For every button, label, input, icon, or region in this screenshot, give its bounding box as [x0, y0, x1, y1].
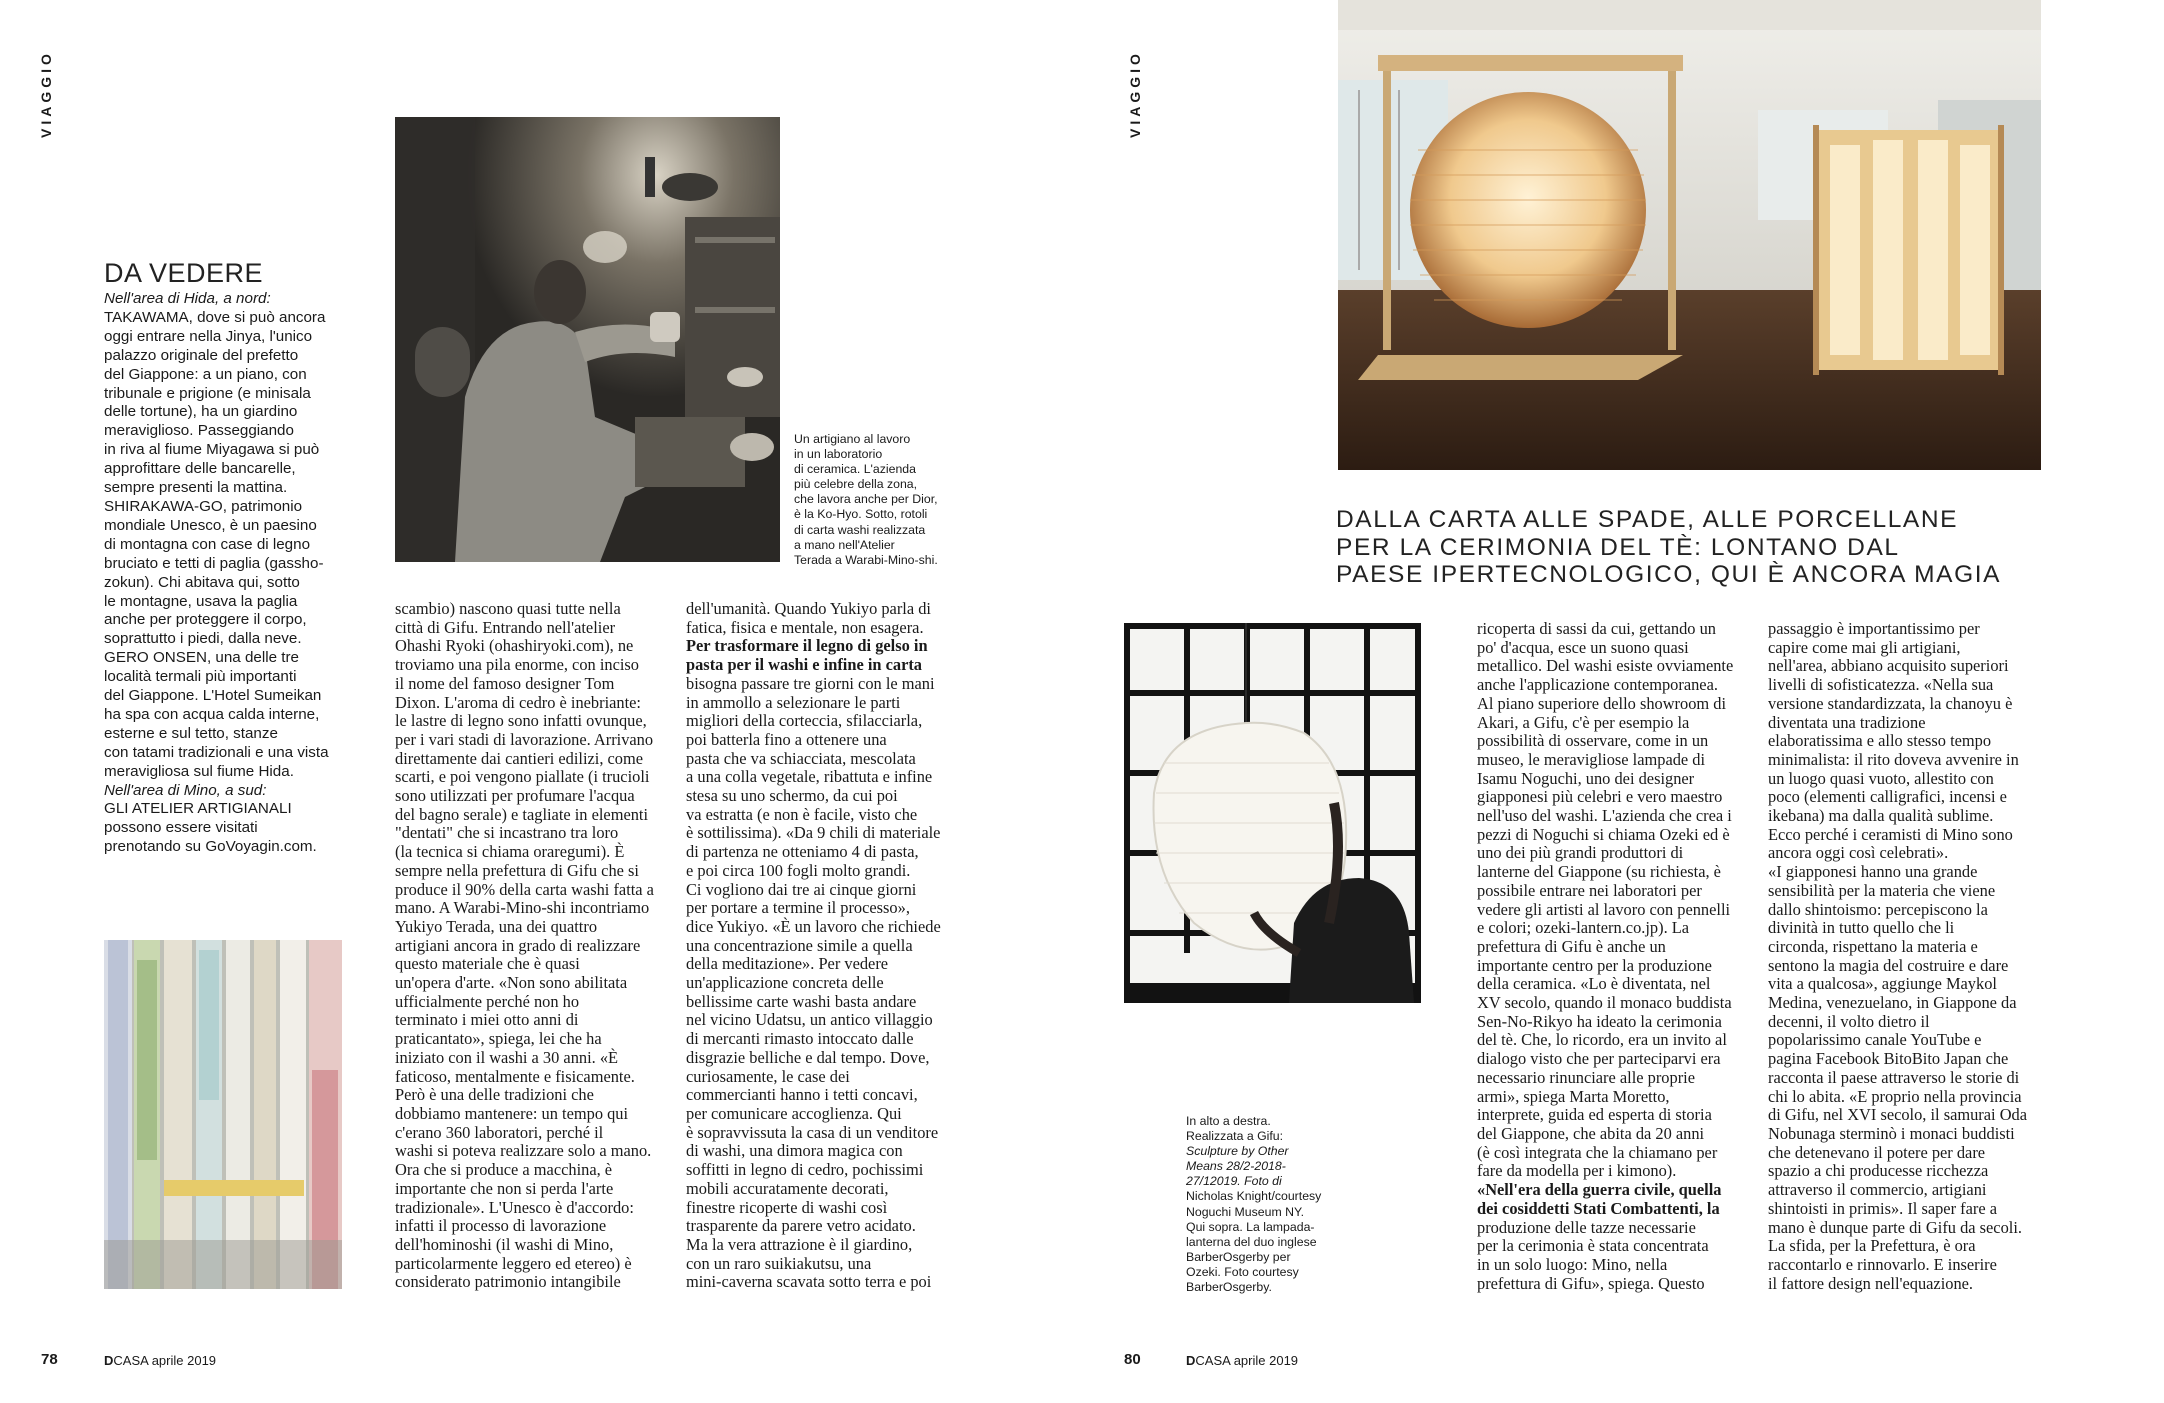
body-line: dei cosiddetti Stati Combattenti, la [1477, 1198, 1720, 1218]
sidebar-line: le montagne, usava la paglia [104, 592, 298, 610]
body-line: curiosamente, le case dei [686, 1066, 850, 1086]
body-line: attraverso il commercio, artigiani [1768, 1180, 1987, 1200]
body-line: Yukiyo Terada, una dei quattro [395, 916, 598, 936]
sidebar-line: meravigliosa sul fiume Hida. [104, 762, 294, 780]
body-line: chi lo abita. «E proprio nella provincia [1768, 1086, 2022, 1106]
sidebar-line: del Giappone. L'Hotel Sumeikan [104, 687, 322, 705]
sidebar-line: con tatami tradizionali e una vista [104, 743, 329, 761]
sidebar-line: del Giappone: a un piano, con [104, 365, 307, 383]
sidebar-line: zokun). Chi abitava qui, sotto [104, 573, 300, 591]
section-label-right: VIAGGIO [1127, 50, 1143, 138]
sidebar-line: Nell'area di Mino, a sud: [104, 781, 267, 799]
body-line: di mercanti rimasto intoccato dalle [686, 1029, 914, 1049]
caption-line: è la Ko-Hyo. Sotto, rotoli [794, 507, 928, 522]
body-line: po' d'acqua, esce un suono quasi [1477, 637, 1689, 657]
body-line: pasta per il washi e infine in carta [686, 655, 922, 675]
body-line: pasta che va schiacciata, mescolata [686, 748, 916, 768]
caption-line: Nicholas Knight/courtesy [1186, 1189, 1322, 1204]
body-line: il nome del famoso designer Tom [395, 673, 615, 693]
body-line: livelli di sofisticatezza. «Nella sua [1768, 675, 1994, 695]
body-line: considerato patrimonio intangibile [395, 1272, 621, 1292]
body-line: giapponesi più celebri e vero maestro [1477, 787, 1723, 807]
sidebar-line: GLI ATELIER ARTIGIANALI [104, 800, 292, 818]
sidebar-line: prenotando su GoVoyagin.com. [104, 838, 317, 856]
magazine-brand-name: CASA [1195, 1353, 1231, 1368]
page-number-right: 80 [1124, 1351, 1141, 1368]
body-line: washi si poteva realizzare solo a mano. [395, 1141, 652, 1161]
sidebar-line: possono essere visitati [104, 819, 258, 837]
body-line: nell'uso del washi. L'azienda che crea i [1477, 806, 1732, 826]
caption-line: Realizzata a Gifu: [1186, 1129, 1284, 1144]
photo-caption-right [1186, 1114, 1366, 1295]
body-line: di washi, una dimora magica con [686, 1141, 903, 1161]
caption-line: di carta washi realizzata [794, 522, 926, 537]
sidebar-line: Nell'area di Hida, a nord: [104, 290, 271, 307]
sidebar-line: meraviglioso. Passeggiando [104, 422, 294, 440]
body-line: dell'umanità. Quando Yukiyo parla di [686, 599, 931, 618]
sidebar-line: anche per proteggere il corpo, [104, 611, 307, 629]
sidebar-line: oggi entrare nella Jinya, l'unico [104, 327, 313, 345]
caption-line: a mano nell'Atelier [794, 537, 895, 552]
body-line: dell'hominoshi (il washi di Mino, [395, 1234, 614, 1254]
body-line: elaboratissima e allo stesso tempo [1768, 731, 1992, 751]
body-line: mano è dunque parte di Gifu da secoli. [1768, 1217, 2022, 1237]
body-line: iniziato con il washi a 30 anni. «È [395, 1047, 619, 1067]
body-line: Sen-No-Rikyo ha ideato la cerimonia [1477, 1011, 1722, 1031]
sidebar-line: TAKAWAMA, dove si può ancora [104, 308, 326, 326]
sidebar-line: mondiale Unesco, è un paesino [104, 516, 317, 534]
sidebar-line: di montagna con case di legno [104, 535, 311, 553]
washi-rolls-photo [104, 940, 342, 1289]
body-line: importante centro per la produzione [1477, 955, 1712, 975]
body-line: "dentati" che si incastrano tra loro [395, 823, 619, 843]
body-line: dice Yukiyo. «È un lavoro che richiede [686, 916, 941, 936]
body-line: mini-caverna scavata sotto terra e poi [686, 1272, 932, 1292]
body-line: prefettura di Gifu è anche un [1477, 936, 1666, 956]
body-line: museo, le meravigliose lampade di [1477, 749, 1706, 769]
artisan-photo [395, 117, 780, 562]
body-line: del bagno serale) e tagliate in elementi [395, 804, 649, 824]
body-line: tradizionale». L'Unesco è d'accordo: [395, 1197, 634, 1217]
body-line: di Gifu, nel XVI secolo, il samurai Oda [1768, 1105, 2028, 1125]
body-line: un'applicazione concreta delle [686, 973, 884, 993]
body-line: fatica, fisica e mentale, non esagera. [686, 617, 924, 637]
caption-line: In alto a destra. [1186, 1114, 1271, 1128]
body-line: per comunicare accoglienza. Qui [686, 1103, 902, 1123]
body-line: faticoso, mentalmente e fisicamente. [395, 1066, 635, 1086]
body-line: bisogna passare tre giorni con le mani [686, 673, 935, 693]
body-line: nel vicino Udatsu, un antico villaggio [686, 1010, 933, 1030]
body-line: necessario rinunciare alle proprie [1477, 1067, 1695, 1087]
body-line: disgrazie belliche e dal tempo. Dove, [686, 1047, 930, 1067]
body-line: Akari, a Gifu, c'è per esempio la [1477, 712, 1690, 732]
sidebar-line: ha spa con acqua calda interne, [104, 705, 320, 723]
body-line: un luogo quasi vuoto, allestito con [1768, 768, 1994, 788]
body-line: shintoisti in primis». Il saper fare a [1768, 1198, 1997, 1218]
body-line: diventata una tradizione [1768, 712, 1926, 732]
body-line: versione standardizzata, la chanoyu è [1768, 693, 2013, 713]
body-line: importante che non si perda l'arte [395, 1178, 614, 1198]
body-line: artigiani ancora in grado di realizzare [395, 935, 641, 955]
body-line: a una colla vegetale, ribattuta e infine [686, 767, 933, 787]
body-column-1 [395, 600, 670, 1292]
body-line: del tè. Che, lo ricordo, era un invito al [1477, 1030, 1727, 1050]
body-line: produzione delle tazze necessarie [1477, 1217, 1696, 1237]
body-line: con un raro suikiakutsu, una [686, 1253, 872, 1273]
body-line: poi batterla fino a ottenere una [686, 729, 887, 749]
sidebar-line: SHIRAKAWA-GO, patrimonio [104, 497, 303, 515]
body-line: dallo shintoismo: percepiscono la [1768, 899, 1988, 919]
magazine-footer [104, 1353, 216, 1368]
body-line: questo materiale che è quasi [395, 954, 580, 974]
body-line: della meditazione». Per vedere [686, 954, 889, 974]
body-line: Ohashi Ryoki (ohashiryoki.com), ne [395, 636, 634, 656]
body-line: particolarmente leggero ed etereo) è [395, 1253, 632, 1273]
body-line: stesa su uno schermo, da cui poi [686, 786, 898, 806]
body-line: «I giapponesi hanno una grande [1768, 862, 1978, 882]
sidebar-line: GERO ONSEN, una delle tre [104, 649, 299, 667]
body-line: nell'area, abbiano acquisito superiori [1768, 656, 2009, 676]
body-line: spazio a chi producesse ricchezza [1768, 1161, 1989, 1181]
body-line: praticantato», spiega, lei che ha [395, 1029, 602, 1049]
body-line: raccontarlo e rinnovarlo. E inserire [1768, 1254, 1997, 1274]
body-line: Ecco perché i ceramisti di Mino sono [1768, 824, 2013, 844]
body-line: ancora oggi così celebrati». [1768, 843, 1949, 863]
body-line: racconta il paese attraverso le storie di [1768, 1067, 2020, 1087]
headline [1336, 506, 2036, 589]
sidebar-line: esterne e sul tetto, stanze [104, 724, 278, 742]
caption-line: lanterna del duo inglese [1186, 1234, 1317, 1249]
body-line: possibilità di osservare, come in un [1477, 731, 1709, 751]
body-line: capire come mai gli artigiani, [1768, 637, 1961, 657]
caption-line: 27/12019. Foto di [1186, 1174, 1282, 1189]
caption-line: BarberOsgerby per [1186, 1249, 1291, 1264]
sidebar-line: soprattutto i piedi, dalla neve. [104, 630, 302, 648]
body-line: fare da modella per i kimono). [1477, 1161, 1677, 1181]
white-lantern-photo [1124, 623, 1421, 1003]
body-line: sono utilizzati per profumare l'acqua [395, 786, 635, 806]
body-line: in ammollo a selezionare le parti [686, 692, 901, 712]
body-line: pezzi di Noguchi si chiama Ozeki ed è [1477, 824, 1730, 844]
magazine-brand-letter: D [1186, 1353, 1196, 1368]
body-line: c'erano 360 laboratori, perché il [395, 1122, 604, 1142]
body-line: lanterne del Giappone (su richiesta, è [1477, 862, 1721, 882]
caption-line: in un laboratorio [794, 447, 883, 462]
body-line: e poi circa 100 fogli molto grandi. [686, 860, 911, 880]
body-line: va estratta (e non è facile, visto che [686, 804, 918, 824]
caption-line: più celebre della zona, [794, 477, 918, 492]
body-line: (la tecnica si chiama oraregumi). È [395, 842, 625, 862]
body-line: e colori; ozeki-lantern.co.jp). La [1477, 918, 1690, 938]
sidebar-line: località termali più importanti [104, 668, 297, 686]
caption-line: Noguchi Museum NY. [1186, 1204, 1305, 1219]
body-line: sensibilità per la materia che viene [1768, 880, 1996, 900]
body-line: vedere gli artisti al lavoro con pennelli [1477, 899, 1731, 919]
sidebar-heading: DA VEDERE [104, 258, 264, 288]
body-line: bellissime carte washi basta andare [686, 991, 917, 1011]
body-line: un'opera d'arte. «Non sono abilitata [395, 973, 628, 993]
caption-line: Qui sopra. La lampada- [1186, 1219, 1315, 1234]
body-line: soffitti in legno di cedro, pochissimi [686, 1160, 924, 1180]
body-line: uno dei più grandi produttori di [1477, 843, 1684, 863]
body-line: Ora che si produce a macchina, è [395, 1160, 613, 1180]
body-line: scambio) nascono quasi tutte nella [395, 599, 621, 618]
sidebar-line: palazzo originale del prefetto [104, 346, 299, 364]
body-line: direttamente dai cantieri edilizi, come [395, 748, 644, 768]
body-line: ricoperta di sassi da cui, gettando un [1477, 619, 1716, 638]
body-line: sempre nella prefettura di Gifu che si [395, 860, 639, 880]
caption-line: di ceramica. L'azienda [794, 462, 916, 477]
body-line: sentono la magia del costruire e dare [1768, 955, 2009, 975]
body-line: anche l'applicazione contemporanea. [1477, 675, 1718, 695]
body-line: scarti, e poi vengono piallate (i trucioli [395, 767, 650, 787]
magazine-brand-name: CASA [113, 1353, 149, 1368]
body-line: decenni, il volto dietro il [1768, 1011, 1930, 1031]
body-line: in un solo luogo: Mino, nella [1477, 1254, 1668, 1274]
lantern-sculpture-photo [1338, 0, 2041, 470]
body-line: per la cerimonia è stata concentrata [1477, 1236, 1709, 1256]
body-line: Medina, venezuelano, in Giappone da [1768, 993, 2017, 1013]
body-line: Al piano superiore dello showroom di [1477, 693, 1727, 713]
body-line: possibile entrare nei laboratori per [1477, 880, 1702, 900]
headline-line: DALLA CARTA ALLE SPADE, ALLE PORCELLANE [1336, 506, 1959, 533]
body-line: della ceramica. «Lo è diventata, nel [1477, 974, 1711, 994]
sidebar-line: sempre presenti la mattina. [104, 479, 288, 497]
body-line: città di Gifu. Entrando nell'atelier [395, 617, 616, 637]
body-line: commercianti hanno i tetti concavi, [686, 1085, 918, 1105]
body-column-2 [686, 600, 966, 1292]
sidebar-line: tribunale e prigione (e minisala [104, 384, 311, 402]
body-line: dialogo visto che per parteciparvi era [1477, 1049, 1721, 1069]
body-line: migliori della corteccia, sfilacciarla, [686, 711, 923, 731]
body-line: metallico. Del washi esiste ovviamente [1477, 656, 1734, 676]
body-line: Isamu Noguchi, uno dei designer [1477, 768, 1695, 788]
caption-line: Un artigiano al lavoro [794, 432, 911, 446]
body-line: interprete, guida ed esperta di storia [1477, 1105, 1712, 1125]
body-line: divinità in tutto quello che li [1768, 918, 1955, 938]
sidebar-line: approfittare delle bancarelle, [104, 460, 296, 478]
caption-line: Terada a Warabi-Mino-shi. [794, 552, 938, 567]
body-line: ikebana) ma dalla qualità sublime. [1768, 806, 1994, 826]
body-line: dobbiamo mantenere: un tempo qui [395, 1103, 629, 1123]
body-line: è sottilissima). «Da 9 chili di materiale [686, 823, 941, 843]
body-line: Ci vogliono dai tre ai cinque giorni [686, 879, 917, 899]
body-line: popolarissimo canale YouTube e [1768, 1030, 1982, 1050]
body-line: trasparente da parere vetro acidato. [686, 1216, 916, 1236]
body-line: il fattore design nell'equazione. [1768, 1273, 1974, 1293]
caption-line: che lavora anche per Dior, [794, 492, 938, 507]
page-number: 78 [41, 1351, 58, 1368]
body-line: Per trasformare il legno di gelso in [686, 636, 928, 656]
body-line: una concentrazione simile a quella [686, 935, 913, 955]
body-line: armi», spiega Marta Moretto, [1477, 1086, 1670, 1106]
body-column-3 [1477, 620, 1757, 1293]
body-line: mobili accuratamente decorati, [686, 1178, 889, 1198]
body-line: le lastre di legno sono infatti ovunque, [395, 711, 647, 731]
section-label: VIAGGIO [38, 50, 54, 138]
body-line: XV secolo, quando il monaco buddista [1477, 993, 1732, 1013]
body-line: è sopravvissuta la casa di un venditore [686, 1122, 939, 1142]
magazine-brand-letter: D [104, 1353, 114, 1368]
sidebar-line: delle tortune), ha un giardino [104, 403, 298, 421]
caption-line: Sculpture by Other [1186, 1144, 1289, 1159]
body-line: di partenza ne otteniamo 4 di pasta, [686, 842, 919, 862]
sidebar-text [104, 290, 344, 857]
magazine-issue: aprile 2019 [1233, 1353, 1299, 1368]
body-column-4 [1768, 620, 2048, 1293]
caption-line: BarberOsgerby. [1186, 1280, 1272, 1295]
body-line: finestre ricoperte di washi così [686, 1197, 888, 1217]
body-line: poco (elementi calligrafici, incensi e [1768, 787, 2007, 807]
body-line: La sfida, per la Prefettura, è ora [1768, 1236, 1976, 1256]
body-line: che detenevano il potere per dare [1768, 1142, 1986, 1162]
body-line: Nobunaga sterminò i monaci buddisti [1768, 1123, 2015, 1143]
body-line: mano. A Warabi-Mino-shi incontriamo [395, 898, 650, 918]
body-line: (è così integrata che la chiamano per [1477, 1142, 1718, 1162]
magazine-issue: aprile 2019 [151, 1353, 217, 1368]
magazine-footer-right [1186, 1353, 1298, 1368]
body-line: minimalista: il rito doveva avvenire in [1768, 749, 2019, 769]
caption-line: Ozeki. Foto courtesy [1186, 1264, 1299, 1279]
body-line: per i vari stadi di lavorazione. Arrivano [395, 729, 654, 749]
body-line: del Giappone, che abita da 20 anni [1477, 1123, 1705, 1143]
body-line: Ma la vera attrazione è il giardino, [686, 1234, 913, 1254]
body-line: pagina Facebook BitoBito Japan che [1768, 1049, 2009, 1069]
body-line: produce il 90% della carta washi fatta a [395, 879, 654, 899]
body-line: ufficialmente perché non ho [395, 991, 580, 1011]
body-line: troviamo una pila enorme, con inciso [395, 655, 639, 675]
body-line: infatti il processo di lavorazione [395, 1216, 607, 1236]
body-line: per portare a termine il processo», [686, 898, 910, 918]
body-line: vita a qualcosa», aggiunge Maykol [1768, 974, 1997, 994]
sidebar-line: bruciato e tetti di paglia (gassho- [104, 554, 324, 572]
headline-line: PAESE IPERTECNOLOGICO, QUI È ANCORA MAGIA [1336, 561, 2002, 588]
body-line: Dixon. L'aroma di cedro è inebriante: [395, 692, 641, 712]
photo-caption [794, 432, 974, 568]
caption-line: Means 28/2-2018- [1186, 1159, 1286, 1174]
body-line: «Nell'era della guerra civile, quella [1477, 1180, 1722, 1200]
body-line: passaggio è importantissimo per [1768, 619, 1980, 638]
body-line: prefettura di Gifu», spiega. Questo [1477, 1273, 1705, 1293]
sidebar-line: in riva al fiume Miyagawa si può [104, 441, 320, 459]
body-line: circonda, rispettano la materia e [1768, 936, 1978, 956]
body-line: terminato i miei otto anni di [395, 1010, 579, 1030]
headline-line: PER LA CERIMONIA DEL TÈ: LONTANO DAL [1336, 533, 1900, 561]
body-line: Però è una delle tradizioni che [395, 1085, 594, 1105]
